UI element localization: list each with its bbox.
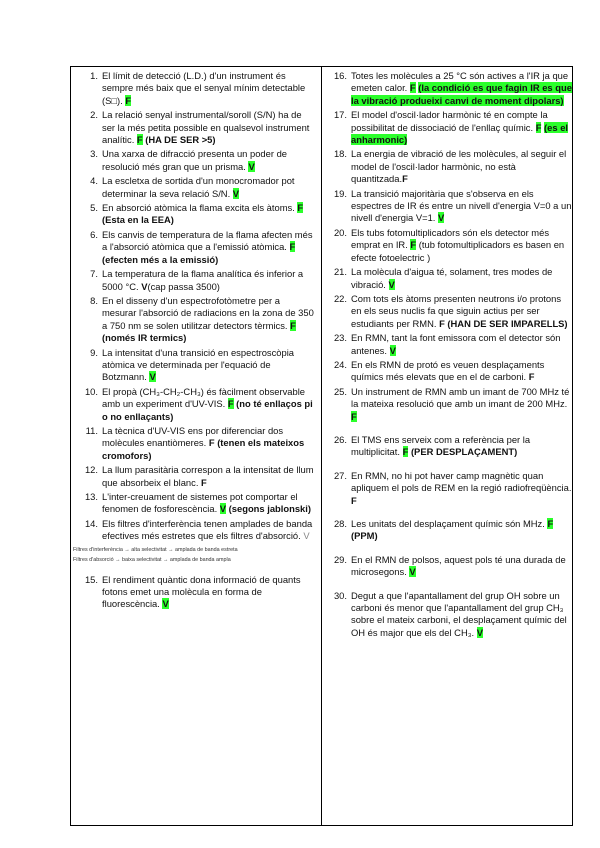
answer-mark: F	[410, 239, 417, 251]
question-item: 20. Els tubs fotomultiplicadors són els detector més emprat en IR. F (tub fotomultiplicadors es basen en efecte fotoelectric )	[333, 226, 565, 263]
answer-mark: F	[125, 94, 132, 106]
answer-note: (efecten més a la emissió)	[102, 253, 219, 265]
answer-note: (HAN DE SER IMPARELLS)	[447, 317, 568, 329]
answer-mark: F	[208, 437, 215, 449]
question-item: 30. Degut a que l'apantallament del grup OH sobre un carboni és menor que l'apantallament del grup CH₃ sobre el mateix carboni, el desplaçament químic del OH és major que els del CH₃. V	[333, 589, 567, 638]
answer-mark: V	[303, 530, 310, 542]
answer-mark: F	[201, 476, 207, 488]
answer-note: (només IR termics)	[102, 332, 187, 344]
answer-mark: F	[290, 319, 296, 331]
answer-mark: F	[297, 202, 304, 214]
question-item: 1. El límit de detecció (L.D.) d'un instrument és sempre més baix que el senyal mínim detectable (S□). F	[90, 70, 306, 106]
answer-mark: V	[438, 212, 445, 224]
question-item: 29. En el RMN de polsos, aquest pols té una durada de microsegons. V	[333, 553, 566, 578]
left-column	[73, 70, 315, 613]
answer-note: (tenen els mateixos cromofors)	[102, 437, 305, 461]
question-item: 10. El propà (CH₃-CH₂-CH₃) és fàcilment observable amb un experiment d'UV-VIS. F (no té enllaços pi o no enllaçants)	[84, 385, 313, 422]
question-item: 24. En els RMN de protó es veuen desplaçaments químics més elevats que en el de carboni. F	[333, 358, 545, 383]
answer-mark: F	[402, 446, 409, 458]
answer-note: (no té enllaços pi o no enllaçants)	[102, 398, 313, 422]
question-item: 21. La molècula d'aigua té, solament, tres modes de vibració. V	[333, 266, 553, 290]
answer-mark: V	[389, 344, 396, 356]
answer-mark: V	[409, 566, 416, 578]
question-item: 15. El rendiment quàntic dona informació de quants fotons emet una molècula en forma de fluorescència. V	[84, 573, 301, 610]
answer-mark: F	[289, 241, 296, 253]
question-item: 5. En absorció atòmica la flama excita els àtoms. F (Esta en la EEA)	[90, 202, 304, 226]
question-item: 13. L'inter-creuament de sistemes pot comportar el fenomen de fosforescència. V (segons jablonski)	[84, 491, 311, 515]
question-item: 14. Els filtres d'interferència tenen amplades de banda efectives més estretes que els filtres d'absorció. V	[84, 517, 313, 542]
answer-mark: F	[535, 121, 542, 133]
question-item: 4. La escletxa de sortida d'un monocromador pot determinar la seva relació S/N. V	[90, 175, 295, 199]
answer-note: (es el anharmonic)	[351, 121, 569, 146]
answer-note: (cap passa 3500)	[147, 280, 220, 292]
question-item: 16. Totes les molècules a 25 °C són actives a l'IR ja que emeten calor. F (la condició es que fagin IR es que la vibració produeixi canvi de moment dipolars)	[333, 70, 572, 106]
question-item: 22. Com tots els àtoms presenten neutrons i/o protons en els seus nuclis fa que siguin actius per ser estudiants per RMN. F (HAN DE SER IMPARELLS)	[333, 292, 568, 329]
answer-mark: V	[149, 371, 156, 383]
answer-mark: F	[227, 398, 234, 410]
question-item: 28. Les unitats del desplaçament químic són MHz. F (PPM)	[333, 518, 554, 542]
side-note: Filtres d'interferència → alta selectivitat → amplada de banda estreta	[73, 546, 238, 553]
answer-note: (PPM)	[351, 530, 378, 542]
answer-mark: F	[528, 371, 535, 383]
side-note: Filtres d'absorció → baixa selectivitat → amplada de banda ampla	[73, 556, 231, 563]
answer-mark: V	[232, 187, 240, 199]
answer-mark: F	[351, 494, 357, 506]
question-item: 8. En el disseny d'un espectrofotòmetre per a mesurar l'absorció de radiacions en la zona de 350 a 750 nm se solen utilitzar detectors tèrmics. F (només IR termics)	[90, 294, 314, 344]
answer-mark: F	[402, 173, 408, 185]
answer-mark: V	[388, 278, 395, 290]
column-divider	[321, 67, 322, 825]
right-column	[328, 70, 572, 641]
question-item: 18. La energia de vibració de les molècules, al seguir el model de l'oscil·lador harmònic, no està quantitzada.F	[333, 148, 567, 185]
question-item: 3. Una xarxa de difracció presenta un poder de resolució més gran que un prisma. V	[90, 148, 288, 172]
answer-mark: F	[547, 518, 554, 529]
answer-mark: V	[219, 503, 227, 515]
answer-mark: V	[248, 160, 255, 172]
question-table	[70, 66, 573, 826]
question-item: 12. La llum parasitària correspon a la intensitat de llum que absorbeix el blanc. F	[84, 464, 314, 488]
answer-mark: V	[476, 626, 484, 638]
answer-mark: F	[136, 134, 143, 146]
answer-note: (segons jablonski)	[228, 503, 311, 515]
answer-note: (tub fotomultiplicadors es basen en efecte fotoelectric )	[351, 239, 565, 263]
question-item: 25. Un instrument de RMN amb un imant de 700 MHz té la mateixa resolució que amb un imant de 200 MHz. F	[333, 385, 570, 422]
question-item: 11. La tècnica d'UV-VIS ens por diferenciar dos molècules enantiòmeres. F (tenen els mateixos cromofors)	[85, 424, 305, 461]
answer-mark: V	[162, 598, 169, 610]
question-item: 6. Els canvis de temperatura de la flama afecten més a l'absorció atòmica que a l'emissió atòmica. F (efecten més a la emissió)	[90, 228, 313, 265]
answer-mark: V	[141, 280, 148, 292]
answer-note: (Esta en la EEA)	[102, 214, 174, 226]
answer-mark: F	[351, 410, 357, 422]
question-item: 17. El model d'oscil·lador harmònic té en compte la possibilitat de dissociació de l'enllaç químic. F (es el anharmonic)	[333, 109, 569, 146]
question-item: 19. La transició majoritària que s'observa en els espectres de IR és entre un nivell d'energia V=0 a un nivell d'energia V=1. V	[333, 187, 572, 224]
question-item: 9. La intensitat d'una transició en espectroscòpia atòmica ve determinada per l'equació de Botzmann. V	[90, 346, 295, 383]
answer-note: (HA DE SER >5)	[145, 134, 216, 146]
answer-note: (PER DESPLAÇAMENT)	[410, 446, 518, 458]
answer-mark: F	[409, 82, 416, 94]
question-item: 7. La temperatura de la flama analítica és inferior a 5000 °C. V(cap passa 3500)	[90, 268, 304, 292]
question-item: 2. La relació senyal instrumental/soroll (S/N) ha de ser la més petita possible en qualsevol instrument analític. F (HA DE SER >5)	[90, 109, 310, 146]
question-item: 27. En RMN, no hi pot haver camp magnètic quan apliquem el pols de REM en la regió radiofreqüència. F	[333, 469, 572, 506]
question-item: 23. En RMN, tant la font emissora com el detector són antenes. V	[333, 332, 561, 356]
answer-mark: F	[439, 317, 445, 329]
question-item: 26. El TMS ens serveix com a referència per la multiplicitat. F (PER DESPLAÇAMENT)	[333, 433, 531, 458]
answer-note: (la condició es que fagin IR es que la vibració produeixi canvi de moment dipolars)	[351, 82, 572, 106]
